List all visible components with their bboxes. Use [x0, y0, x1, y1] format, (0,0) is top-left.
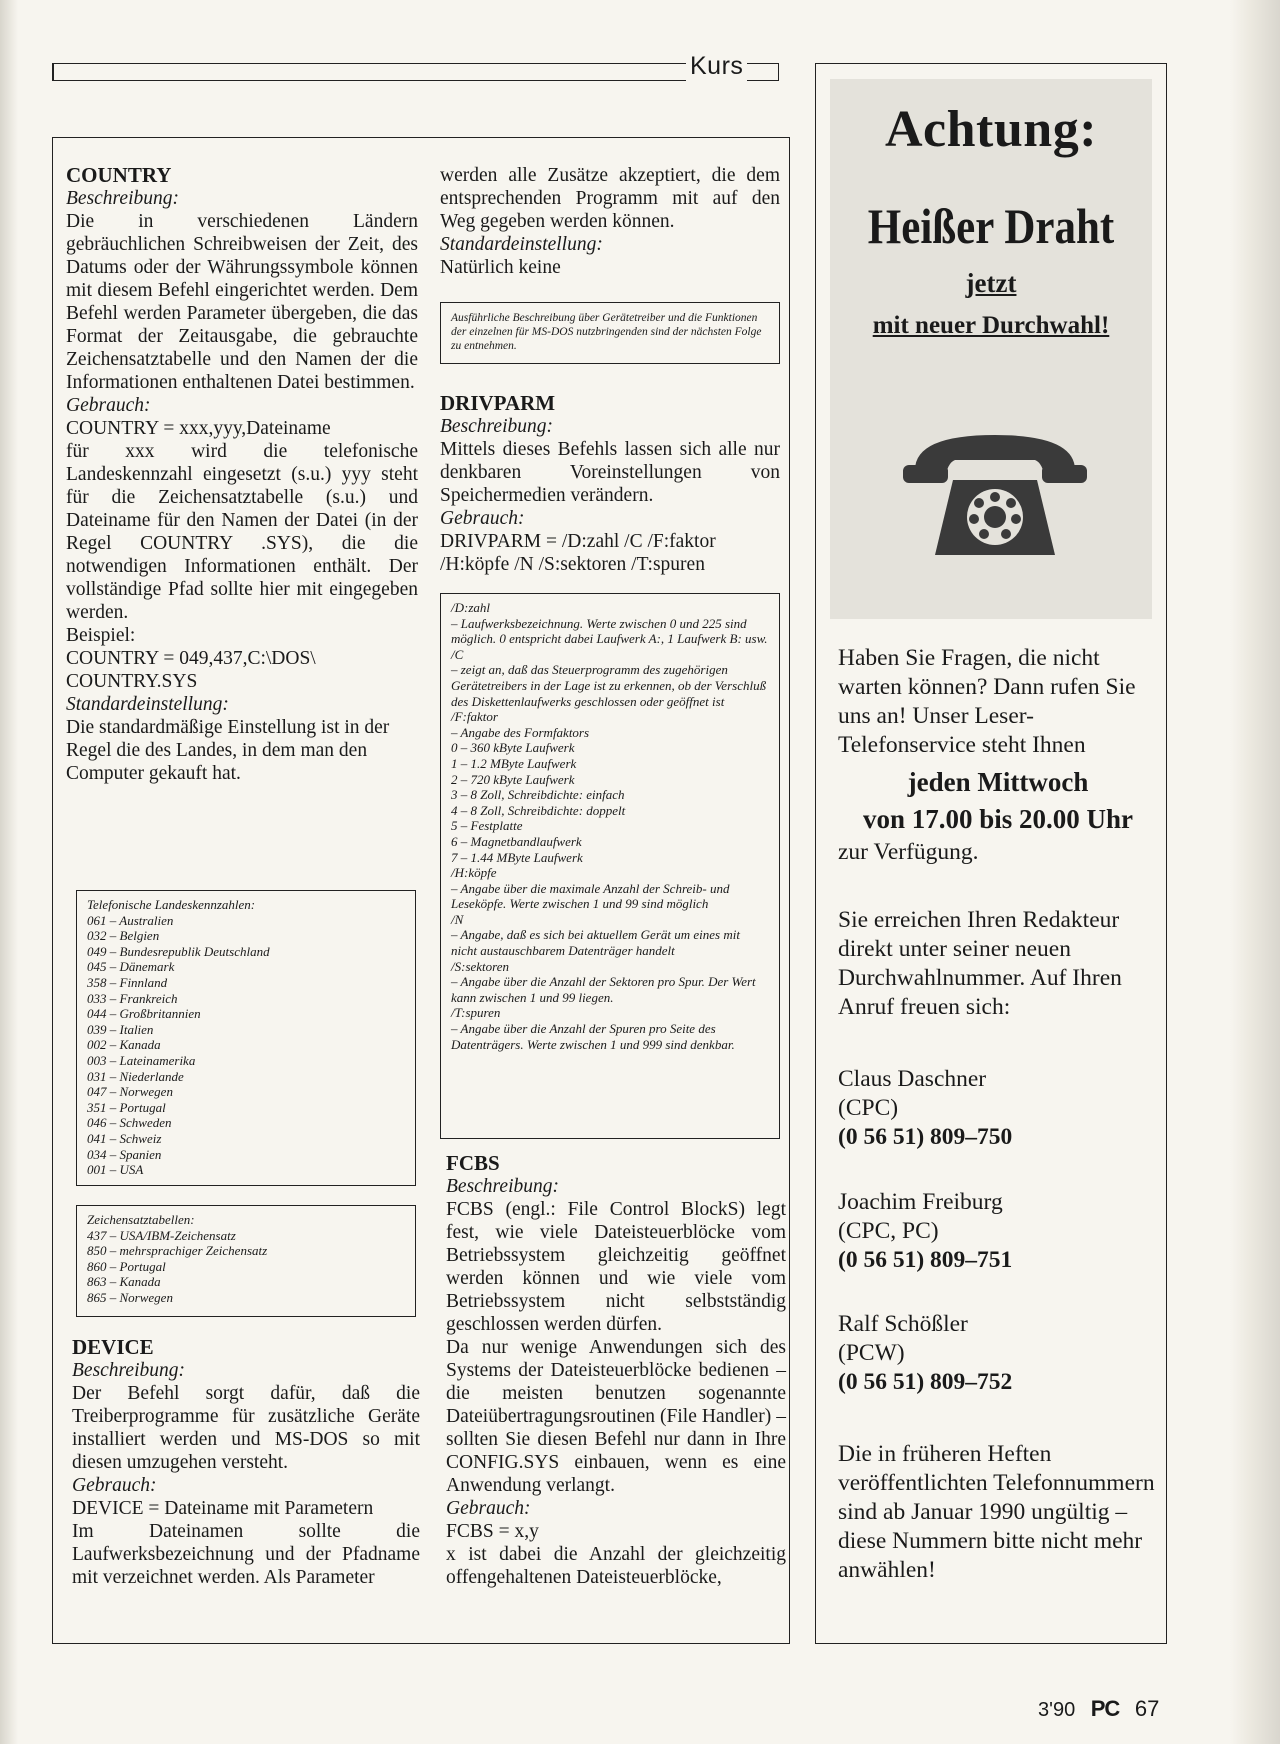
- drivparm-formfactor: 0 – 360 kByte Laufwerk: [451, 740, 575, 756]
- contact-name: Ralf Schößler: [838, 1311, 968, 1337]
- drivparm-param-desc: – zeigt an, daß das Steuerprogramm des zugehörigen Gerätetreibers in der Lage ist zu erkennen, ob der Verschluß des Diskettenlaufwerks geschlossen oder geöffnet ist: [451, 662, 767, 709]
- drivparm-param: /C: [451, 646, 464, 662]
- contact-dept: (CPC, PC): [838, 1218, 939, 1244]
- country-default: Die standardmäßige Einstellung ist in der Regel die des Landes, in dem man den Computer gekauft hat.: [66, 717, 390, 784]
- drivparm-formfactor: 2 – 720 kByte Laufwerk: [451, 771, 575, 787]
- country-example-label: Beispiel:: [66, 625, 136, 646]
- country-desc: Die in verschiedenen Ländern gebräuchlichen Schreibweisen der Zeit, des Datums oder der Währungssymbole können mit diesem Befehl eingerichtet werden. Dem Befehl werden Parameter übergeben, die das Format der Zeitausgabe, die gebrauchte Zeichensatztabelle und den Namen der die Informationen enthaltenen Datei bestimmen.: [66, 211, 418, 393]
- device-usage-label: Gebrauch:: [72, 1475, 157, 1496]
- device-usage-syntax: DEVICE = Dateiname mit Parametern: [72, 1498, 374, 1519]
- contact-name: Joachim Freiburg: [838, 1189, 1003, 1215]
- drivparm-formfactor: 7 – 1.44 MByte Laufwerk: [451, 849, 583, 865]
- drivparm-param-desc: – Angabe über die Anzahl der Sektoren pro Spur. Der Wert kann zwischen 1 und 99 liegen.: [451, 974, 756, 1005]
- ad-reach: Sie erreichen Ihren Redakteur direkt unter seiner neuen Durchwahlnummer. Auf Ihren Anruf freuen sich:: [838, 907, 1122, 1020]
- fcbs-desc-label: Beschreibung:: [446, 1176, 559, 1197]
- contact-dept: (CPC): [838, 1095, 899, 1121]
- fcbs-usage-label: Gebrauch:: [446, 1498, 531, 1519]
- drivparm-title: DRIVPARM: [440, 391, 556, 415]
- country-code-item: 033 – Frankreich: [87, 990, 178, 1006]
- charset-box: [76, 1205, 416, 1317]
- ad-intro: Haben Sie Fragen, die nicht warten können? Dann rufen Sie uns an! Unser Leser-Telefonservice steht Ihnen: [838, 645, 1136, 758]
- ad-now-label: jetzt: [965, 268, 1017, 298]
- drivparm-usage-label: Gebrauch:: [440, 508, 525, 529]
- drivparm-param-desc: – Angabe des Formfaktors: [451, 724, 590, 740]
- ad-reach-block: [838, 906, 1158, 1022]
- page-spine-edge: [1230, 0, 1280, 1744]
- telephone-icon: [895, 415, 1095, 565]
- contact-card: [838, 1310, 1158, 1397]
- contact-dept: (PCW): [838, 1340, 905, 1366]
- contact-phone: (0 56 51) 809–750: [838, 1124, 1013, 1150]
- charset-item: 865 – Norwegen: [87, 1289, 173, 1305]
- country-default-label: Standardeinstellung:: [66, 694, 229, 715]
- device-title: DEVICE: [72, 1335, 154, 1359]
- country-usage-syntax: COUNTRY = xxx,yyy,Dateiname: [66, 418, 331, 439]
- page-gutter-shadow: [0, 0, 18, 1744]
- country-desc-label: Beschreibung:: [66, 188, 179, 209]
- charset-item: 860 – Portugal: [87, 1258, 166, 1274]
- device-desc: Der Befehl sorgt dafür, daß die Treiberprogramme für zusätzliche Geräte installiert werden und MS-DOS so mit diesen umzugehen versteht.: [72, 1383, 420, 1473]
- device-default-label: Standardeinstellung:: [440, 234, 603, 255]
- device-usage-text: Im Dateinamen sollte die Laufwerksbezeichnung und der Pfadname mit verzeichnet werden. Als Parameter: [72, 1521, 420, 1588]
- drivparm-param: /D:zahl: [451, 600, 490, 615]
- page-number: 67: [1134, 1696, 1160, 1721]
- country-code-item: 044 – Großbritannien: [87, 1006, 201, 1022]
- drivparm-param-desc: – Angabe, daß es sich bei aktuellem Gerät um eines mit nicht austauschbarem Datenträger handelt: [451, 927, 740, 959]
- drivparm-formfactor: 3 – 8 Zoll, Schreibdichte: einfach: [451, 787, 625, 803]
- drivparm-usage: DRIVPARM = /D:zahl /C /F:faktor /H:köpfe /N /S:sektoren /T:spuren: [440, 531, 716, 575]
- country-codes-title: Telefonische Landeskennzahlen:: [87, 897, 256, 912]
- drivparm-param: /T:spuren: [451, 1005, 501, 1021]
- ad-notice: Die in früheren Heften veröffentlichten Telefonnummern sind ab Januar 1990 ungültig – diese Nummern bitte nicht mehr anwählen!: [838, 1441, 1155, 1583]
- device-default: Natürlich keine: [440, 257, 561, 278]
- ad-time: von 17.00 bis 20.00 Uhr: [862, 804, 1134, 834]
- ad-schedule-block: [838, 764, 1158, 838]
- country-code-item: 001 – USA: [87, 1162, 144, 1178]
- country-code-item: 031 – Niederlande: [87, 1068, 184, 1084]
- country-example: COUNTRY = 049,437,C:\DOS\ COUNTRY.SYS: [66, 648, 316, 692]
- device-section: [72, 1336, 420, 1589]
- drivparm-param: /S:sektoren: [451, 958, 509, 974]
- charset-title: Zeichensatztabellen:: [87, 1212, 195, 1227]
- country-usage-label: Gebrauch:: [66, 395, 151, 416]
- country-code-item: 351 – Portugal: [87, 1099, 166, 1115]
- contact-phone: (0 56 51) 809–751: [838, 1247, 1013, 1273]
- drivparm-formfactor: 1 – 1.2 MByte Laufwerk: [451, 755, 577, 771]
- ad-availability-block: [838, 838, 1158, 867]
- drivparm-formfactor: 4 – 8 Zoll, Schreibdichte: doppelt: [451, 802, 626, 818]
- country-usage-text: für xxx wird die telefonische Landeskennzahl eingesetzt (s.u.) yyy steht für die Zeichensatztabelle (s.u.) und Dateiname für den Namen der Datei (in der Regel COUNTRY .SYS), die die notwendigen Informationen enthält. Der vollständige Pfad sollte hier mit eingegeben werden.: [66, 441, 418, 623]
- device-continued: [440, 164, 780, 279]
- country-code-item: 032 – Belgien: [87, 928, 160, 944]
- drivparm-param-desc: – Angabe über die maximale Anzahl der Schreib- und Leseköpfe. Werte zwischen 1 und 99 sind möglich: [451, 880, 730, 912]
- ad-availability: zur Verfügung.: [838, 839, 979, 865]
- ad-intro-block: [838, 644, 1158, 760]
- contact-name: Claus Daschner: [838, 1066, 987, 1092]
- contact-card: [838, 1065, 1158, 1152]
- country-code-item: 041 – Schweiz: [87, 1130, 162, 1146]
- page-footer: [1038, 1696, 1159, 1722]
- drivparm-param: /H:köpfe: [451, 865, 497, 881]
- driver-note-text: Ausführliche Beschreibung über Gerätetreiber und die Funktionen der einzelnen für MS-DOS nutzbringenden sind der nächsten Folge zu entnehmen.: [451, 312, 762, 352]
- ad-notice-block: [838, 1440, 1158, 1585]
- fcbs-desc-2: Da nur wenige Anwendungen sich des Systems der Dateisteuerblöcke bedienen – die meisten benutzen sogenannte Dateiübertragungsroutinen (File Handler) – sollten Sie diesen Befehl nur dann in Ihre CONFIG.SYS einbauen, wenn es eine Anwendung verlangt.: [446, 1337, 786, 1496]
- fcbs-usage-text: x ist dabei die Anzahl der gleichzeitig offengehaltenen Dateisteuerblöcke,: [446, 1544, 786, 1588]
- country-code-item: 061 – Australien: [87, 912, 174, 928]
- charset-item: 863 – Kanada: [87, 1274, 161, 1290]
- country-code-item: 358 – Finnland: [87, 974, 168, 990]
- section-label: Kurs: [686, 52, 747, 81]
- drivparm-section: [440, 392, 780, 576]
- drivparm-desc-label: Beschreibung:: [440, 416, 553, 437]
- fcbs-desc: FCBS (engl.: File Control BlockS) legt fest, wie viele Dateisteuerblöcke vom Betriebssystem gleichzeitig geöffnet werden können und wie viele vom Betriebssystem nicht selbstständig geschlossen werden dürfen.: [446, 1199, 786, 1335]
- charset-item: 437 – USA/IBM-Zeichensatz: [87, 1227, 236, 1243]
- drivparm-formfactor: 6 – Magnetbandlaufwerk: [451, 833, 582, 849]
- magazine-logo: PC: [1090, 1696, 1120, 1721]
- driver-note-box: [440, 302, 780, 364]
- issue-number: 3'90: [1038, 1699, 1076, 1721]
- country-code-item: 034 – Spanien: [87, 1146, 162, 1162]
- country-code-item: 049 – Bundesrepublik Deutschland: [87, 943, 270, 959]
- country-title: COUNTRY: [66, 163, 172, 187]
- country-code-item: 002 – Kanada: [87, 1037, 161, 1053]
- section-header-rule: [52, 63, 779, 81]
- fcbs-title: FCBS: [446, 1151, 500, 1175]
- charset-item: 850 – mehrsprachiger Zeichensatz: [87, 1243, 268, 1259]
- device-cont-text: werden alle Zusätze akzeptiert, die dem entsprechenden Programm mit auf den Weg gegeben werden können.: [440, 165, 780, 232]
- drivparm-params-box: [440, 593, 780, 1139]
- country-code-item: 045 – Dänemark: [87, 959, 175, 975]
- country-code-item: 047 – Norwegen: [87, 1084, 173, 1100]
- country-code-item: 039 – Italien: [87, 1021, 154, 1037]
- country-code-item: 046 – Schweden: [87, 1115, 172, 1131]
- country-code-item: 003 – Lateinamerika: [87, 1052, 196, 1068]
- drivparm-param-desc: – Angabe über die Anzahl der Spuren pro Seite des Datenträgers. Werte zwischen 1 und 999 sind denkbar.: [451, 1021, 735, 1052]
- drivparm-param: /F:faktor: [451, 709, 498, 725]
- fcbs-section: [446, 1152, 786, 1589]
- ad-subheadline: Heißer Draht: [867, 198, 1115, 254]
- ad-day: jeden Mittwoch: [907, 767, 1089, 797]
- fcbs-usage-syntax: FCBS = x,y: [446, 1521, 539, 1542]
- contact-card: [838, 1188, 1158, 1275]
- device-desc-label: Beschreibung:: [72, 1360, 185, 1381]
- drivparm-formfactor: 5 – Festplatte: [451, 818, 523, 834]
- country-codes-box: [76, 890, 416, 1186]
- ad-new-number-label: mit neuer Durchwahl!: [872, 312, 1110, 339]
- drivparm-param: /N: [451, 911, 464, 927]
- country-section: [66, 164, 418, 785]
- contact-phone: (0 56 51) 809–752: [838, 1369, 1013, 1395]
- drivparm-param-desc: – Laufwerksbezeichnung. Werte zwischen 0 und 225 sind möglich. 0 entspricht dabei Laufwerk A:, 1 Laufwerk B: usw.: [451, 615, 768, 647]
- ad-headline: Achtung:: [884, 101, 1098, 158]
- drivparm-desc: Mittels dieses Befehls lassen sich alle nur denkbaren Voreinstellungen von Speichermedien verändern.: [440, 439, 780, 506]
